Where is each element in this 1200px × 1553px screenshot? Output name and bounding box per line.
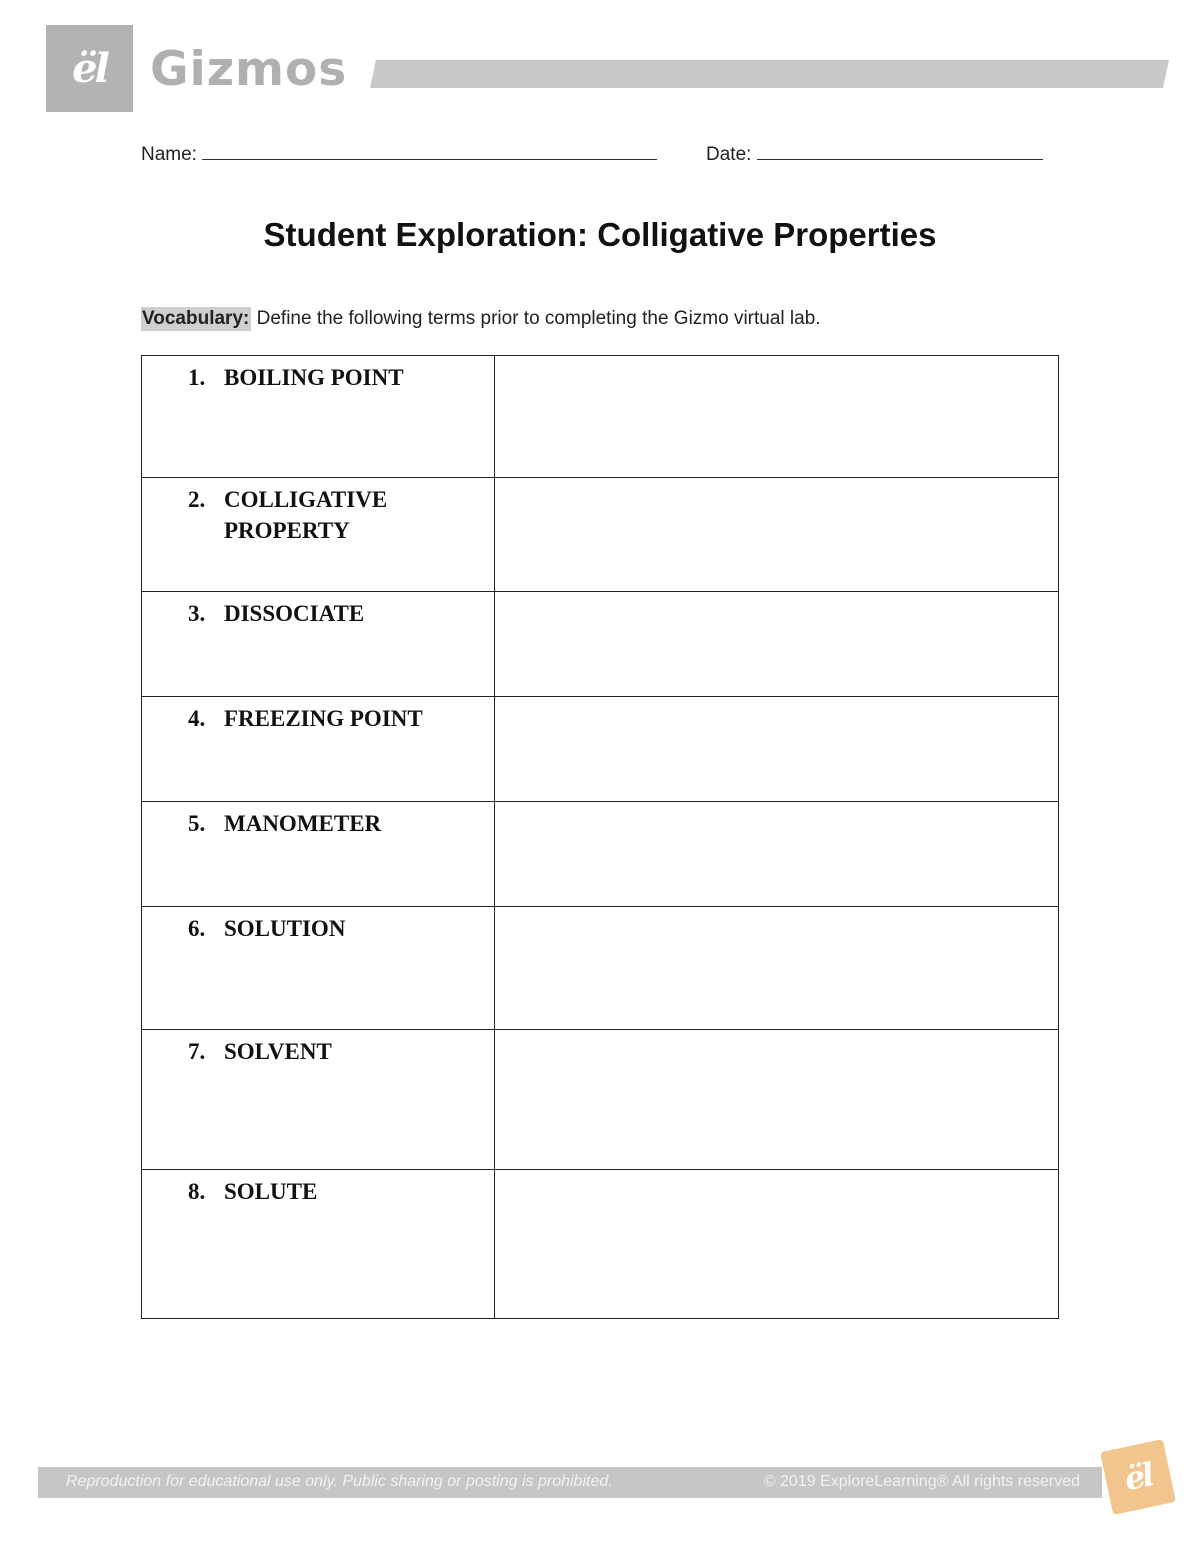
term-label: FREEZING POINT — [224, 706, 423, 731]
definition-cell[interactable] — [495, 356, 1059, 478]
header-bar — [370, 60, 1169, 88]
brand-name: Gizmos — [150, 42, 348, 97]
explorelearning-mark: ël — [72, 45, 107, 92]
explorelearning-logo — [1100, 1439, 1176, 1515]
term-number: 7. — [188, 1039, 206, 1064]
term-cell — [142, 697, 495, 802]
term-label: SOLUTION — [224, 916, 346, 941]
name-blank[interactable] — [202, 143, 657, 160]
vocabulary-label: Vocabulary: — [142, 308, 250, 329]
term-number: 1. — [188, 365, 206, 390]
date-label: Date: — [706, 144, 752, 165]
term-cell — [142, 1030, 495, 1170]
term-number: 5. — [188, 811, 206, 836]
table-row — [142, 592, 1059, 697]
definition-cell[interactable] — [495, 1170, 1059, 1319]
date-blank[interactable] — [757, 143, 1043, 160]
term-cell — [142, 802, 495, 907]
vocabulary-instruction — [141, 308, 821, 330]
footer-notice: Reproduction for educational use only. Public sharing or posting is prohibited. — [66, 1473, 613, 1490]
term-cell — [142, 478, 495, 592]
term-label: SOLVENT — [224, 1039, 332, 1064]
term-number: 6. — [188, 916, 206, 941]
definition-cell[interactable] — [495, 592, 1059, 697]
table-row — [142, 356, 1059, 478]
vocabulary-table — [141, 355, 1059, 1319]
definition-cell[interactable] — [495, 907, 1059, 1030]
table-row — [142, 907, 1059, 1030]
term-number: 2. — [188, 487, 206, 512]
table-row — [142, 1170, 1059, 1319]
term-cell — [142, 1170, 495, 1319]
term-number: 4. — [188, 706, 206, 731]
vocabulary-text: Define the following terms prior to completing the Gizmo virtual lab. — [256, 308, 821, 329]
footer-logo-mark: ël — [1121, 1455, 1155, 1499]
table-row — [142, 478, 1059, 592]
footer-bar — [38, 1467, 1102, 1498]
name-field[interactable] — [141, 143, 657, 166]
term-number: 8. — [188, 1179, 206, 1204]
definition-cell[interactable] — [495, 478, 1059, 592]
definition-cell[interactable] — [495, 697, 1059, 802]
table-row — [142, 697, 1059, 802]
term-label: DISSOCIATE — [224, 601, 365, 626]
name-label: Name: — [141, 144, 197, 165]
term-cell — [142, 592, 495, 697]
definition-cell[interactable] — [495, 802, 1059, 907]
term-label: SOLUTE — [224, 1179, 318, 1204]
term-cell — [142, 907, 495, 1030]
term-label: BOILING POINT — [224, 365, 404, 390]
table-row — [142, 1030, 1059, 1170]
term-label: MANOMETER — [224, 811, 382, 836]
table-row — [142, 802, 1059, 907]
definition-cell[interactable] — [495, 1030, 1059, 1170]
term-cell — [142, 356, 495, 478]
term-label: COLLIGATIVE PROPERTY — [224, 487, 388, 543]
footer-copyright: © 2019 ExploreLearning® All rights reserved — [763, 1473, 1080, 1490]
page-title: Student Exploration: Colligative Properties — [263, 216, 937, 253]
gizmos-logo — [46, 25, 133, 112]
date-field[interactable] — [706, 143, 1043, 166]
term-number: 3. — [188, 601, 206, 626]
